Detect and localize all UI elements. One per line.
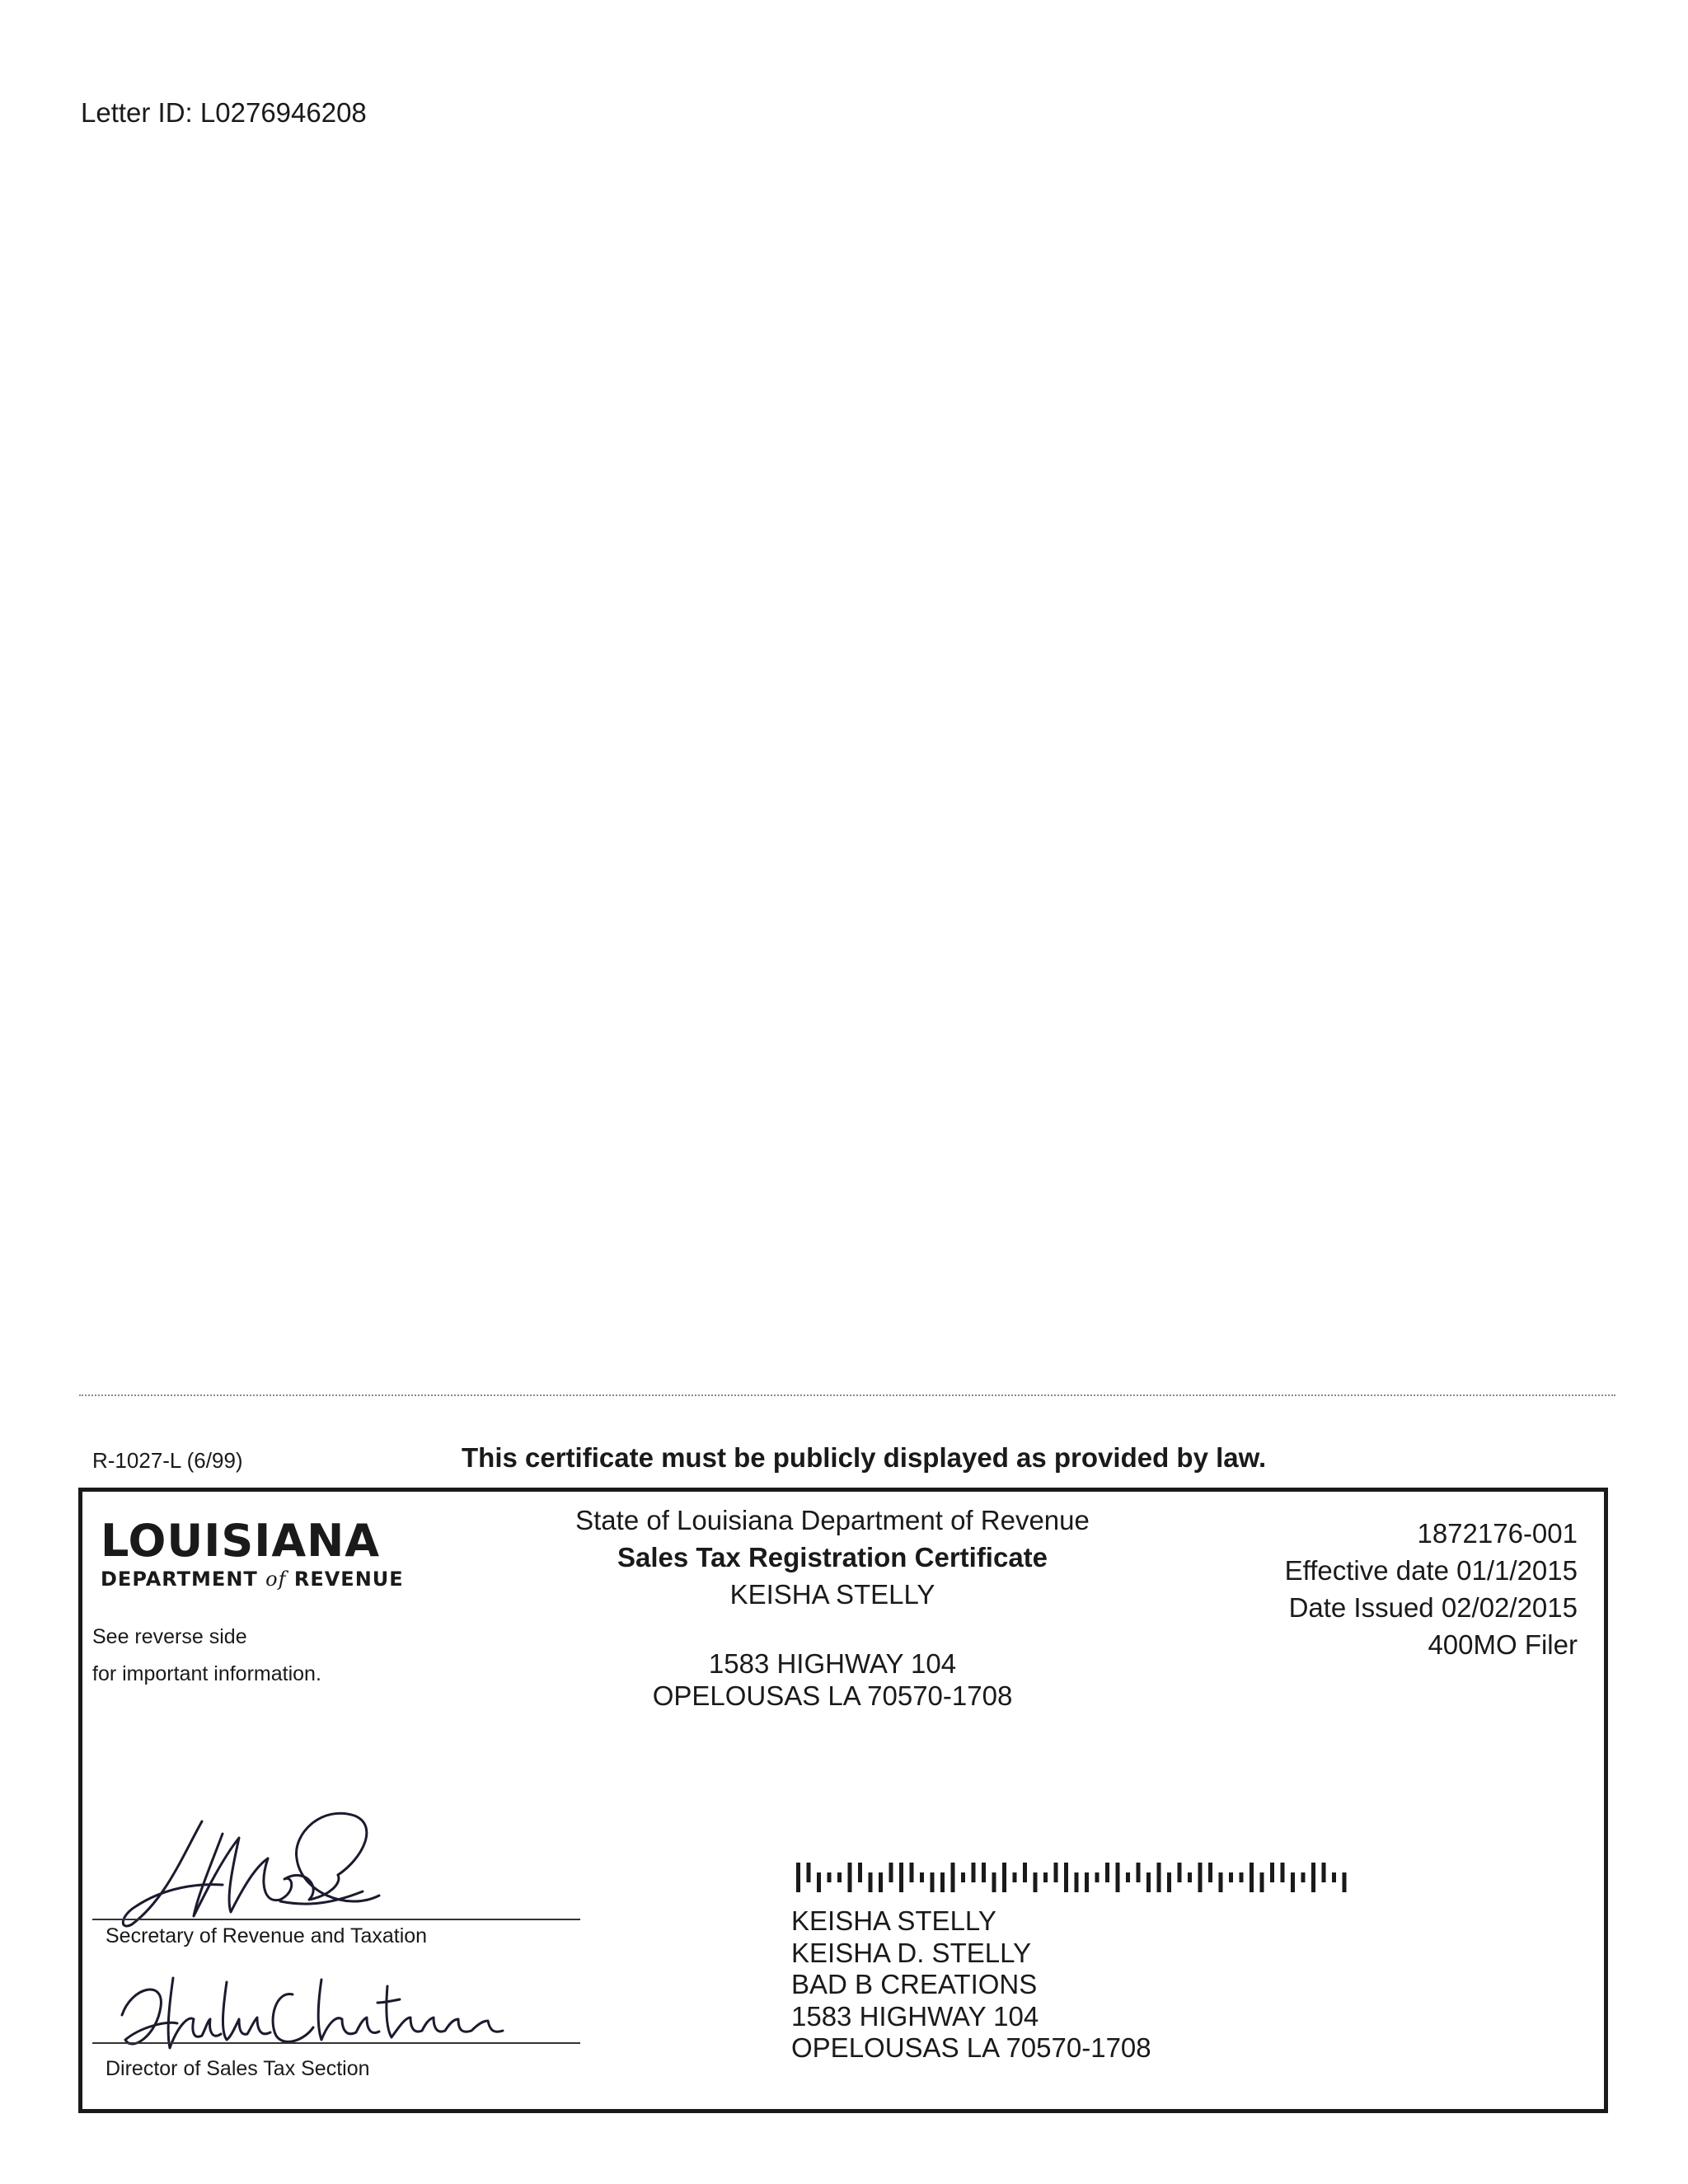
barcode-bar — [1157, 1863, 1161, 1892]
barcode-bar — [961, 1872, 965, 1882]
address-line2: OPELOUSAS LA 70570-1708 — [652, 1680, 1013, 1711]
barcode-bar — [1322, 1863, 1326, 1882]
barcode-bar — [1002, 1863, 1006, 1892]
reverse-side-note-line1: See reverse side — [92, 1625, 247, 1648]
barcode-bar — [1240, 1872, 1244, 1882]
filer-type: 400MO Filer — [1428, 1629, 1578, 1660]
secretary-signature — [115, 1809, 396, 1933]
mailing-address — [791, 1905, 1151, 2064]
mailing-line: 1583 HIGHWAY 104 — [791, 2000, 1039, 2032]
barcode-bar — [1054, 1863, 1058, 1882]
perforation-line — [79, 1394, 1615, 1396]
barcode-bar — [837, 1872, 842, 1882]
barcode-bar — [1064, 1863, 1068, 1892]
barcode-bar — [1281, 1863, 1285, 1882]
barcode-bar — [869, 1872, 873, 1892]
barcode-bar — [1178, 1863, 1182, 1882]
barcode-bar — [848, 1863, 852, 1892]
barcode-bar — [910, 1863, 914, 1882]
barcode-bar — [828, 1872, 832, 1882]
signature-line-2 — [92, 2042, 580, 2044]
barcode-bar — [889, 1863, 893, 1882]
certificate-header — [486, 1502, 1179, 1712]
mailing-line: KEISHA D. STELLY — [791, 1937, 1032, 1968]
barcode-bar — [940, 1872, 945, 1892]
barcode-bar — [1013, 1872, 1017, 1882]
agency-name: State of Louisiana Department of Revenue — [575, 1505, 1090, 1535]
director-signature — [115, 1970, 511, 2060]
barcode-bar — [879, 1872, 883, 1892]
barcode-bar — [1085, 1872, 1089, 1892]
barcode-bar — [1105, 1863, 1109, 1882]
letter-id-label: Letter ID: — [81, 97, 193, 128]
letter-id — [81, 97, 367, 129]
barcode-bar — [1043, 1872, 1048, 1882]
barcode-bar — [1116, 1863, 1120, 1892]
reverse-side-note-line2: for important information. — [92, 1662, 321, 1685]
mailing-line: KEISHA STELLY — [791, 1905, 996, 1936]
barcode-bar — [1301, 1872, 1306, 1882]
barcode-bar — [1270, 1863, 1274, 1882]
barcode-bar — [951, 1863, 955, 1892]
barcode-bar — [1219, 1872, 1223, 1892]
letter-id-value: L0276946208 — [199, 97, 367, 128]
certificate-title: Sales Tax Registration Certificate — [617, 1542, 1048, 1572]
louisiana-dor-logo — [101, 1516, 404, 1591]
barcode-bar — [931, 1872, 935, 1892]
signature-line-1 — [92, 1919, 580, 1920]
barcode-bar — [1023, 1863, 1027, 1882]
barcode-bar — [1146, 1872, 1151, 1892]
barcode-bar — [1137, 1863, 1141, 1882]
postal-barcode — [796, 1863, 1357, 1894]
barcode-bar — [1167, 1872, 1171, 1892]
mailing-line: OPELOUSAS LA 70570-1708 — [791, 2032, 1151, 2063]
secretary-caption: Secretary of Revenue and Taxation — [106, 1924, 428, 1947]
logo-wordmark: LOUISIANA — [101, 1515, 381, 1567]
barcode-bar — [1260, 1872, 1264, 1892]
display-notice: This certificate must be publicly displayed as provided by law. — [462, 1442, 1267, 1473]
barcode-bar — [1075, 1872, 1079, 1892]
certificate-details — [1285, 1515, 1578, 1663]
mailing-line: BAD B CREATIONS — [791, 1969, 1038, 1999]
barcode-bar — [1291, 1872, 1295, 1892]
director-caption: Director of Sales Tax Section — [106, 2057, 370, 2080]
logo-subtitle: DEPARTMENT of REVENUE — [101, 1568, 404, 1591]
barcode-bar — [1126, 1872, 1130, 1882]
effective-date: Effective date 01/1/2015 — [1284, 1555, 1578, 1586]
date-issued: Date Issued 02/02/2015 — [1288, 1592, 1578, 1623]
barcode-bar — [1095, 1872, 1100, 1882]
address-line1: 1583 HIGHWAY 104 — [708, 1648, 957, 1679]
form-number: R-1027-L (6/99) — [92, 1448, 243, 1473]
barcode-bar — [920, 1872, 924, 1882]
barcode-bar — [807, 1863, 811, 1882]
barcode-bar — [817, 1872, 821, 1892]
barcode-bar — [1311, 1863, 1315, 1892]
barcode-bar — [992, 1872, 996, 1892]
barcode-bar — [1250, 1863, 1254, 1892]
barcode-bar — [1198, 1863, 1203, 1892]
barcode-bar — [1343, 1872, 1347, 1892]
barcode-bar — [796, 1863, 800, 1892]
barcode-bar — [899, 1863, 903, 1892]
barcode-bar — [1208, 1863, 1212, 1882]
barcode-bar — [1332, 1872, 1336, 1882]
barcode-bar — [972, 1863, 976, 1882]
barcode-bar — [858, 1863, 862, 1882]
account-number: 1872176-001 — [1417, 1518, 1578, 1549]
barcode-bar — [1034, 1872, 1038, 1892]
barcode-bar — [1188, 1872, 1192, 1882]
registrant-name: KEISHA STELLY — [729, 1579, 935, 1610]
barcode-bar — [1229, 1872, 1233, 1882]
barcode-bar — [982, 1863, 986, 1882]
